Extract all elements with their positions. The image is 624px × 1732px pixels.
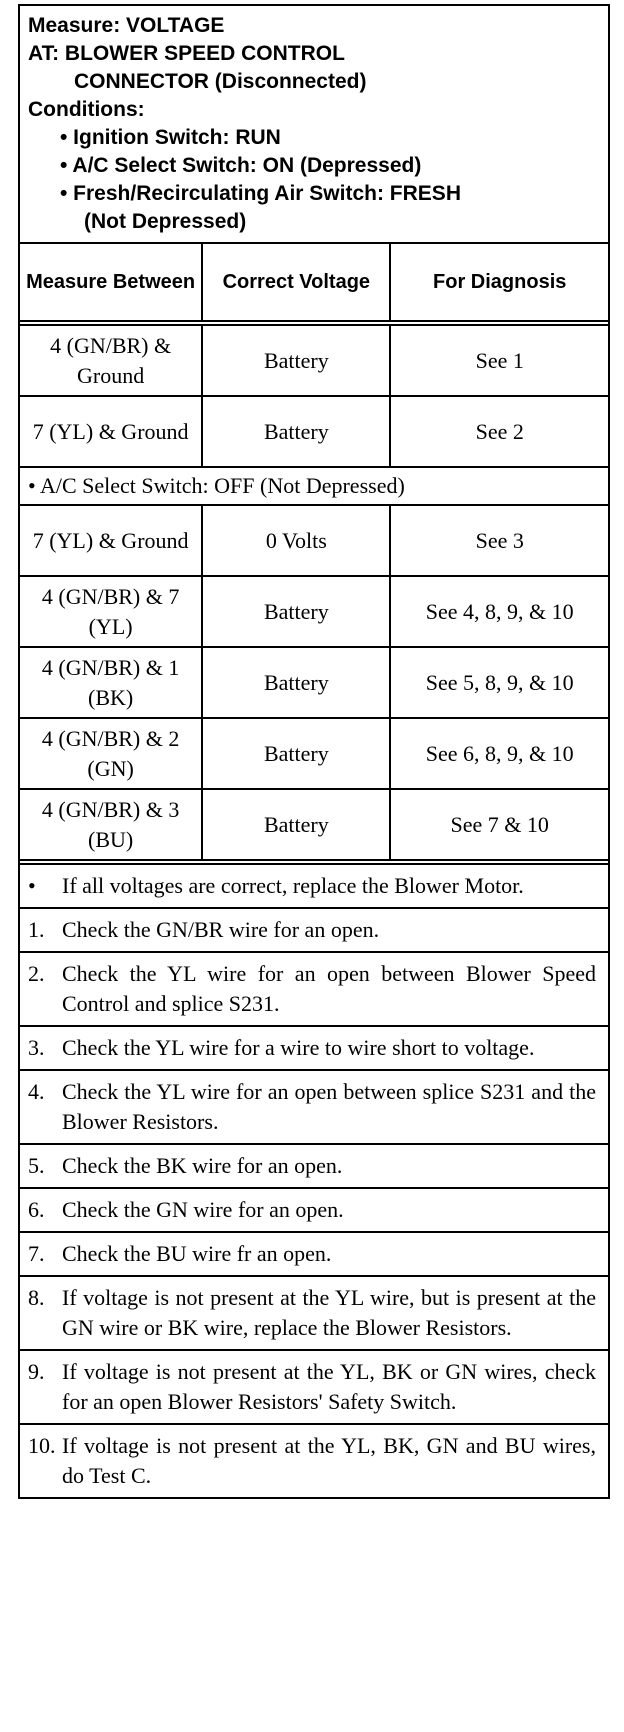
- note-text: Check the BK wire for an open.: [62, 1153, 343, 1178]
- note-item: [20, 1025, 608, 1069]
- note-item: [20, 1349, 608, 1423]
- column-header-measure: Measure Between: [20, 244, 202, 323]
- note-marker: 3.: [28, 1035, 45, 1060]
- diagnosis-notes: [20, 865, 608, 1497]
- cell-diagnosis: See 6, 8, 9, & 10: [390, 718, 608, 789]
- column-header-diagnosis: For Diagnosis: [390, 244, 608, 323]
- cell-measure: 4 (GN/BR) & 2 (GN): [20, 718, 202, 789]
- note-item: [20, 865, 608, 907]
- cell-diagnosis: See 5, 8, 9, & 10: [390, 647, 608, 718]
- note-item: [20, 951, 608, 1025]
- cell-voltage: Battery: [202, 323, 390, 396]
- note-item: [20, 1187, 608, 1231]
- note-text: If voltage is not present at the YL, BK, GN and BU wires, do Test C.: [62, 1433, 596, 1488]
- note-text: If voltage is not present at the YL, BK or GN wires, check for an open Blower Resistors' Safety Switch.: [62, 1359, 596, 1414]
- note-item: [20, 1423, 608, 1497]
- note-text: Check the YL wire for an open between splice S231 and the Blower Resistors.: [62, 1079, 596, 1134]
- table-row: [20, 647, 608, 718]
- at-line-continued: CONNECTOR (Disconnected): [74, 70, 367, 93]
- note-marker: 4.: [28, 1079, 45, 1104]
- note-marker: 5.: [28, 1153, 45, 1178]
- note-text: Check the YL wire for an open between Blower Speed Control and splice S231.: [62, 961, 596, 1016]
- cell-measure: 4 (GN/BR) & 7 (YL): [20, 576, 202, 647]
- cell-voltage: Battery: [202, 789, 390, 862]
- note-text: Check the YL wire for a wire to wire short to voltage.: [62, 1035, 535, 1060]
- table-row: [20, 323, 608, 396]
- conditions-label: Conditions:: [28, 98, 145, 121]
- condition-item: • Fresh/Recirculating Air Switch: FRESH: [60, 182, 461, 205]
- table-row: [20, 505, 608, 576]
- condition-item: • A/C Select Switch: ON (Depressed): [60, 154, 422, 177]
- note-item: [20, 1143, 608, 1187]
- cell-diagnosis: See 1: [390, 323, 608, 396]
- note-item: [20, 1231, 608, 1275]
- cell-voltage: Battery: [202, 576, 390, 647]
- cell-measure: 7 (YL) & Ground: [20, 505, 202, 576]
- cell-diagnosis: See 4, 8, 9, & 10: [390, 576, 608, 647]
- mid-condition: • A/C Select Switch: OFF (Not Depressed): [20, 467, 608, 505]
- test-header: [20, 6, 608, 244]
- cell-voltage: Battery: [202, 718, 390, 789]
- note-marker: 10.: [28, 1433, 56, 1458]
- note-item: [20, 1275, 608, 1349]
- table-row: [20, 396, 608, 467]
- note-text: Check the BU wire fr an open.: [62, 1241, 332, 1266]
- cell-measure: 4 (GN/BR) & 3 (BU): [20, 789, 202, 862]
- cell-measure: 7 (YL) & Ground: [20, 396, 202, 467]
- cell-voltage: Battery: [202, 647, 390, 718]
- table-row: [20, 576, 608, 647]
- at-line: AT: BLOWER SPEED CONTROL: [28, 42, 345, 65]
- note-text: If all voltages are correct, replace the Blower Motor.: [62, 873, 524, 898]
- voltage-table: [20, 244, 608, 865]
- note-item: [20, 1069, 608, 1143]
- measure-line: Measure: VOLTAGE: [28, 14, 225, 37]
- condition-item: • Ignition Switch: RUN: [60, 126, 281, 149]
- note-marker: 7.: [28, 1241, 45, 1266]
- cell-measure: 4 (GN/BR) & Ground: [20, 323, 202, 396]
- column-header-voltage: Correct Voltage: [202, 244, 390, 323]
- note-marker: 1.: [28, 917, 45, 942]
- note-marker: 9.: [28, 1359, 45, 1384]
- table-row: [20, 789, 608, 862]
- cell-diagnosis: See 3: [390, 505, 608, 576]
- cell-diagnosis: See 7 & 10: [390, 789, 608, 862]
- cell-voltage: Battery: [202, 396, 390, 467]
- cell-measure: 4 (GN/BR) & 1 (BK): [20, 647, 202, 718]
- note-marker: •: [28, 873, 36, 898]
- table-header-row: [20, 244, 608, 323]
- cell-diagnosis: See 2: [390, 396, 608, 467]
- note-text: Check the GN wire for an open.: [62, 1197, 344, 1222]
- note-text: Check the GN/BR wire for an open.: [62, 917, 380, 942]
- note-item: [20, 907, 608, 951]
- cell-voltage: 0 Volts: [202, 505, 390, 576]
- note-text: If voltage is not present at the YL wire, but is present at the GN wire or BK wire, replace the Blower Resistors.: [62, 1285, 596, 1340]
- note-marker: 2.: [28, 961, 45, 986]
- condition-continuation: (Not Depressed): [84, 210, 247, 233]
- mid-condition-row: [20, 467, 608, 505]
- table-row: [20, 718, 608, 789]
- note-marker: 6.: [28, 1197, 45, 1222]
- diagnostic-sheet: [18, 4, 610, 1499]
- note-marker: 8.: [28, 1285, 45, 1310]
